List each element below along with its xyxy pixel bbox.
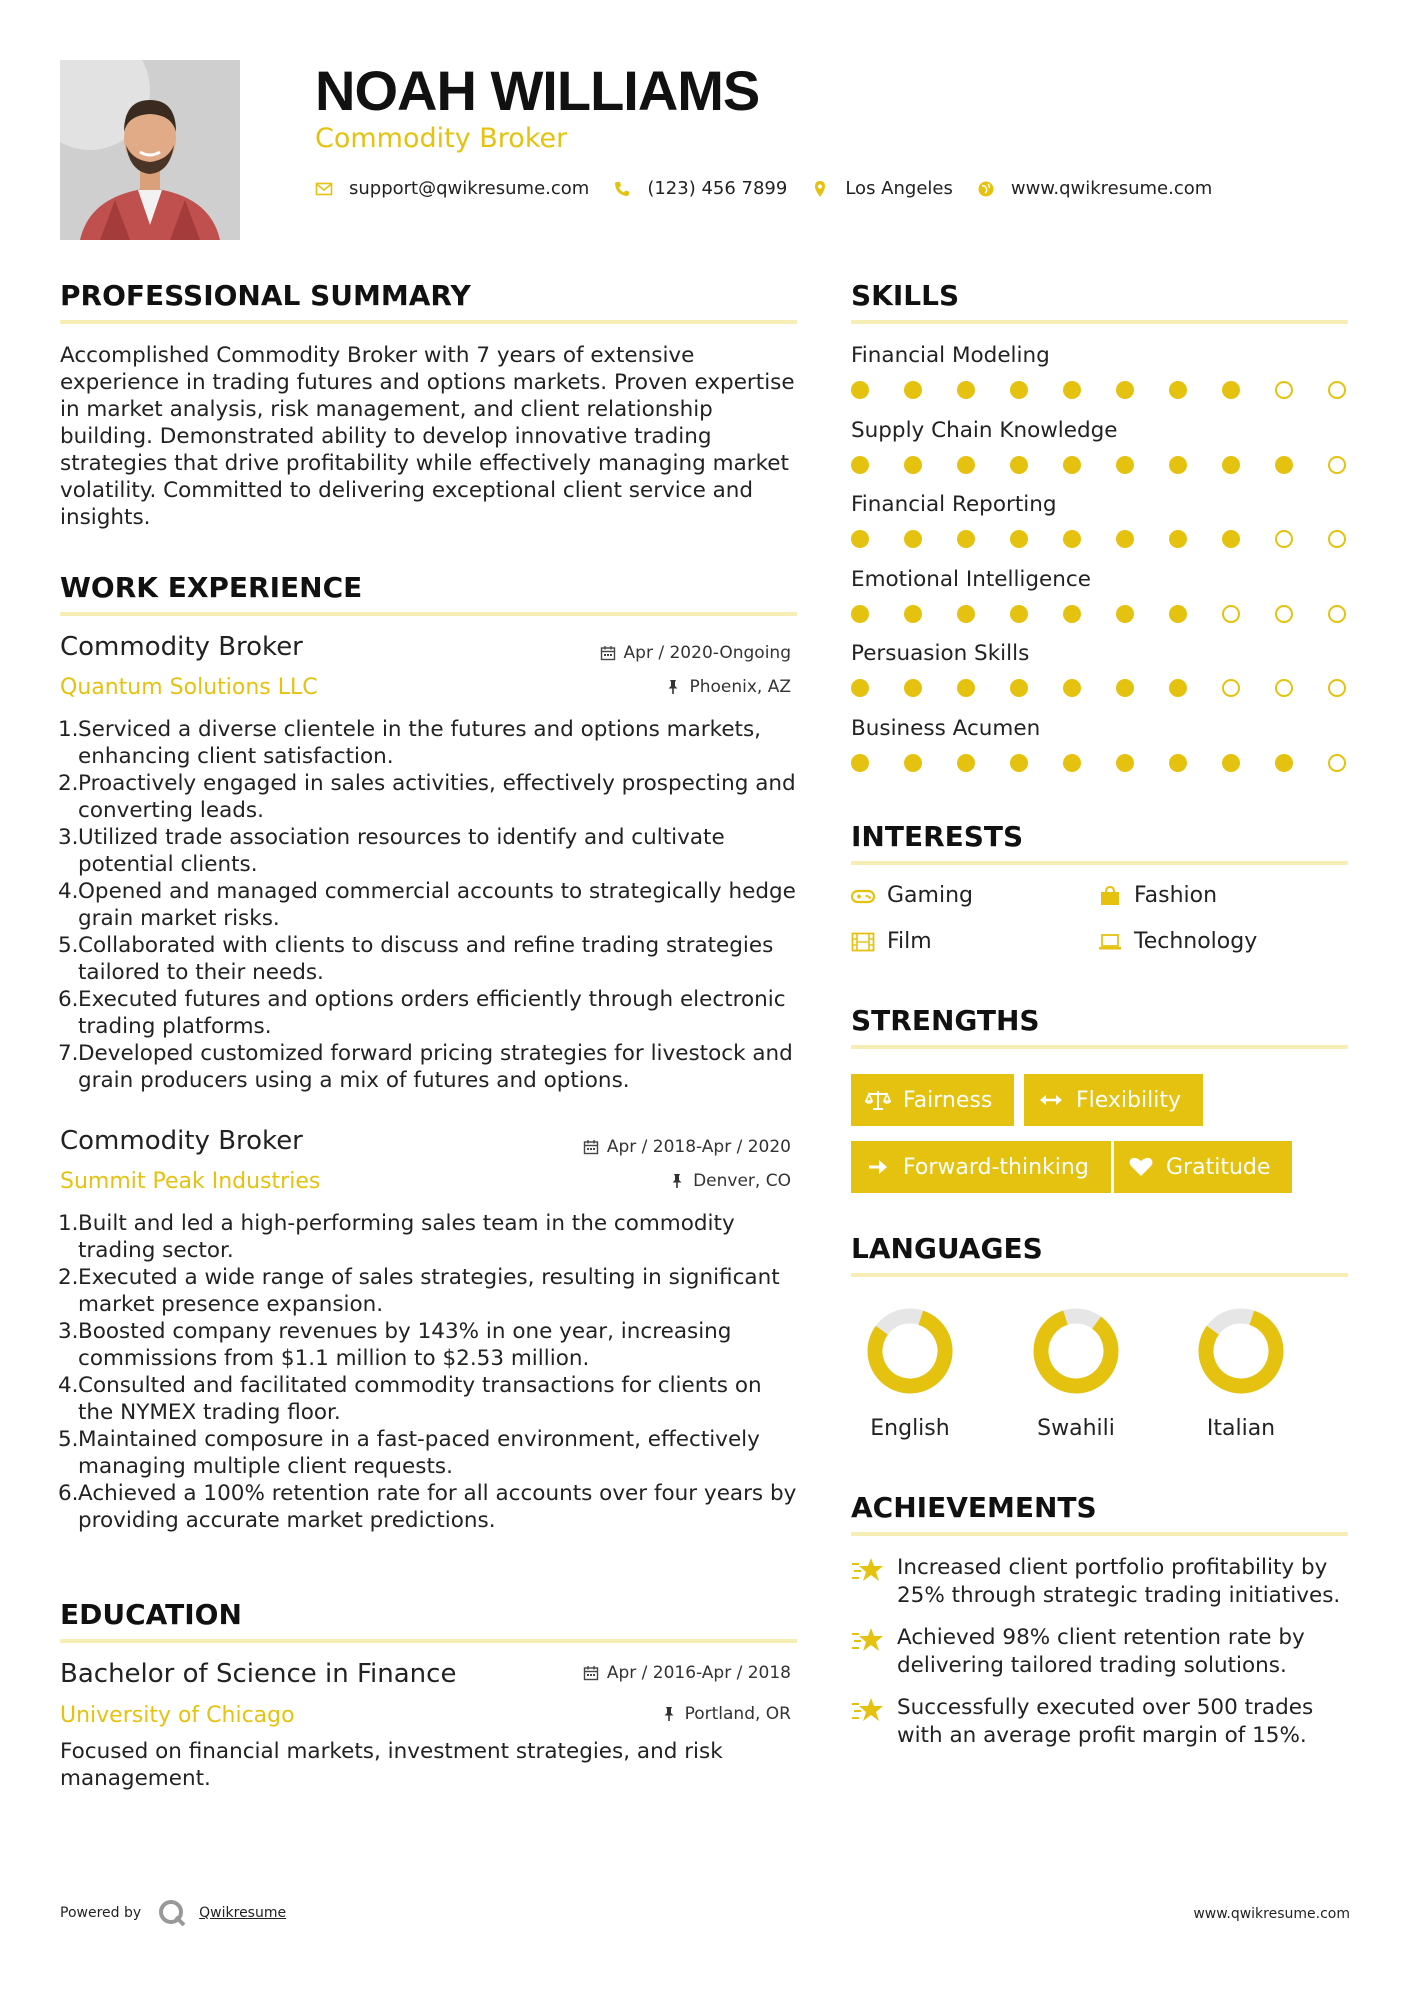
list-item: 3. Boosted company revenues by 143% in one year, increasing commissions from $1.1 million to $2.53 million. [58, 1319, 732, 1371]
achievement-text: Increased client portfolio profitability by 25% through strategic trading initiatives. [897, 1555, 1341, 1608]
pushpin-icon [661, 1706, 677, 1722]
achievement-item [851, 1624, 1361, 1680]
strengths-heading: STRENGTHS [851, 1004, 1040, 1037]
rating-dot-empty [1328, 679, 1346, 697]
skill-rating [851, 754, 1351, 774]
rating-dot-filled [1222, 530, 1240, 548]
rating-dot-filled [1063, 679, 1081, 697]
education-divider [60, 1639, 797, 1643]
skill-name: Supply Chain Knowledge [851, 417, 1118, 443]
rating-dot-filled [1222, 381, 1240, 399]
rating-dot-filled [851, 754, 869, 772]
pushpin-icon [665, 679, 681, 695]
footer-website[interactable]: www.qwikresume.com [1193, 1906, 1350, 1922]
qwikresume-logo-icon [157, 1898, 187, 1928]
strength-badge [851, 1074, 1014, 1126]
achievement-item [851, 1554, 1361, 1610]
skills-heading: SKILLS [851, 279, 960, 312]
job-location [669, 1171, 791, 1191]
rating-dot-empty [1328, 754, 1346, 772]
phone-icon [613, 180, 631, 198]
language-item [1016, 1308, 1136, 1441]
language-name: English [870, 1416, 950, 1441]
email-text: support@qwikresume.com [349, 178, 590, 199]
job-date [600, 643, 791, 663]
rating-dot-empty [1275, 381, 1293, 399]
rating-dot-filled [957, 456, 975, 474]
interest-item [851, 883, 973, 908]
skill-name: Financial Modeling [851, 343, 1050, 368]
website-text: www.qwikresume.com [1010, 178, 1213, 199]
location-text: Los Angeles [845, 178, 953, 199]
rating-dot-filled [1063, 754, 1081, 772]
gamepad-icon [851, 886, 875, 906]
interest-label: Fashion [1134, 883, 1218, 908]
rating-dot-filled [1222, 754, 1240, 772]
rating-dot-empty [1328, 605, 1346, 623]
strength-label: Fairness [903, 1087, 993, 1113]
language-name: Italian [1206, 1416, 1276, 1441]
skill-rating [851, 381, 1351, 401]
envelope-icon [315, 180, 333, 198]
rating-dot-filled [1275, 456, 1293, 474]
rating-dot-filled [1169, 754, 1187, 772]
school-name: University of Chicago [60, 1703, 295, 1728]
arrow-right-icon [865, 1156, 891, 1178]
list-item: 6. Achieved a 100% retention rate for all accounts over four years by providing accurate market predictions. [58, 1481, 797, 1533]
contact-website[interactable] [977, 178, 1212, 199]
contact-email[interactable] [315, 178, 589, 199]
star-award-icon [851, 1556, 885, 1586]
rating-dot-empty [1328, 530, 1346, 548]
balance-scale-icon [865, 1089, 891, 1111]
rating-dot-filled [904, 754, 922, 772]
rating-dot-filled [1169, 381, 1187, 399]
arrows-horizontal-icon [1038, 1089, 1064, 1111]
list-item: 2. Proactively engaged in sales activities, effectively prospecting and converting leads. [58, 771, 796, 823]
rating-dot-filled [1222, 456, 1240, 474]
candidate-role: Commodity Broker [315, 123, 568, 154]
laptop-icon [1098, 932, 1122, 952]
interest-label: Film [887, 929, 932, 954]
rating-dot-empty [1222, 679, 1240, 697]
skill-rating [851, 456, 1351, 476]
list-item: 2. Executed a wide range of sales strategies, resulting in significant market presence expansion. [58, 1265, 780, 1317]
skill-name: Financial Reporting [851, 492, 1057, 518]
skill-name: Emotional Intelligence [851, 566, 1091, 592]
job-title: Commodity Broker [60, 1126, 303, 1156]
rating-dot-filled [1169, 679, 1187, 697]
rating-dot-filled [904, 530, 922, 548]
rating-dot-empty [1328, 456, 1346, 474]
rating-dot-filled [1063, 530, 1081, 548]
star-award-icon [851, 1696, 885, 1726]
rating-dot-empty [1328, 381, 1346, 399]
globe-icon [977, 180, 995, 198]
strength-badge [1114, 1141, 1292, 1193]
rating-dot-filled [1010, 530, 1028, 548]
rating-dot-filled [957, 754, 975, 772]
contact-phone[interactable] [613, 178, 787, 199]
rating-dot-filled [1116, 679, 1134, 697]
job-location-text: Denver, CO [693, 1171, 791, 1191]
rating-dot-empty [1222, 605, 1240, 623]
rating-dot-filled [1063, 456, 1081, 474]
job-bullets [60, 1210, 800, 1534]
strength-label: Gratitude [1166, 1154, 1271, 1180]
contact-bar [315, 178, 1236, 199]
rating-dot-filled [904, 605, 922, 623]
strength-label: Flexibility [1076, 1087, 1181, 1113]
strength-label: Forward-thinking [903, 1154, 1089, 1180]
achievement-text: Successfully executed over 500 trades with an average profit margin of 15%. [897, 1695, 1314, 1748]
rating-dot-filled [851, 381, 869, 399]
heart-icon [1128, 1156, 1154, 1178]
rating-dot-filled [1116, 605, 1134, 623]
rating-dot-filled [1169, 456, 1187, 474]
languages-divider [851, 1273, 1348, 1277]
experience-divider [60, 612, 797, 616]
skill-rating [851, 530, 1351, 550]
rating-dot-filled [1010, 456, 1028, 474]
calendar-icon [600, 645, 616, 661]
strength-badge [1024, 1074, 1203, 1126]
rating-dot-filled [904, 679, 922, 697]
language-item [850, 1308, 970, 1441]
footer-powered-by [60, 1898, 286, 1928]
interest-item [851, 929, 932, 954]
education-date [583, 1663, 791, 1683]
calendar-icon [583, 1665, 599, 1681]
list-item: 1. Serviced a diverse clientele in the futures and options markets, enhancing client satisfaction. [58, 717, 762, 769]
list-item: 6. Executed futures and options orders efficiently through electronic trading platforms. [58, 987, 786, 1039]
contact-location [811, 178, 953, 199]
rating-dot-filled [851, 456, 869, 474]
summary-heading: PROFESSIONAL SUMMARY [60, 279, 471, 312]
star-award-icon [851, 1626, 885, 1656]
calendar-icon [583, 1139, 599, 1155]
rating-dot-filled [904, 456, 922, 474]
degree-title: Bachelor of Science in Finance [60, 1659, 457, 1689]
education-heading: EDUCATION [60, 1598, 242, 1631]
interests-heading: INTERESTS [851, 820, 1024, 853]
brand-link[interactable]: Qwikresume [199, 1905, 287, 1921]
rating-dot-filled [1169, 605, 1187, 623]
interest-item [1098, 883, 1217, 908]
rating-dot-empty [1275, 530, 1293, 548]
list-item: 4. Consulted and facilitated commodity transactions for clients on the NYMEX trading floor. [58, 1373, 762, 1425]
film-icon [851, 932, 875, 952]
skill-rating [851, 605, 1351, 625]
rating-dot-filled [957, 679, 975, 697]
list-item: 4. Opened and managed commercial accounts to strategically hedge grain market risks. [58, 879, 796, 931]
rating-dot-filled [957, 381, 975, 399]
list-item: 1. Built and led a high-performing sales team in the commodity trading sector. [58, 1211, 735, 1263]
strength-badge [851, 1141, 1111, 1193]
rating-dot-filled [1275, 754, 1293, 772]
job-bullets [60, 716, 800, 1094]
skill-rating [851, 679, 1351, 699]
rating-dot-empty [1275, 679, 1293, 697]
interest-label: Technology [1134, 929, 1258, 954]
experience-heading: WORK EXPERIENCE [60, 571, 363, 604]
rating-dot-filled [1116, 456, 1134, 474]
job-company: Quantum Solutions LLC [60, 675, 318, 700]
strengths-divider [851, 1045, 1348, 1049]
language-donut [1033, 1308, 1119, 1394]
list-item: 3. Utilized trade association resources to identify and cultivate potential clients. [58, 825, 725, 877]
language-donut [867, 1308, 953, 1394]
pushpin-icon [669, 1173, 685, 1189]
phone-text: (123) 456 7899 [647, 178, 788, 199]
shopping-bag-icon [1098, 886, 1122, 906]
skill-name: Business Acumen [851, 716, 1041, 741]
achievements-divider [851, 1532, 1348, 1536]
powered-by-text: Powered by [60, 1905, 142, 1921]
education-location-text: Portland, OR [684, 1704, 791, 1724]
interest-label: Gaming [887, 883, 973, 908]
summary-text: Accomplished Commodity Broker with 7 years of extensive experience in trading futures and options markets. Proven expertise in market analysis, risk management, and client relationship building. Demonstrated ability to develop innovative trading strategies that drive profitability while effectively managing market volatility. Committed to delivering exceptional client service and insights. [60, 343, 795, 530]
language-donut [1198, 1308, 1284, 1394]
job-title: Commodity Broker [60, 632, 303, 662]
skill-name: Persuasion Skills [851, 641, 1030, 667]
job-date-text: Apr / 2020-Ongoing [623, 643, 791, 663]
rating-dot-filled [957, 530, 975, 548]
interests-divider [851, 861, 1348, 865]
rating-dot-filled [904, 381, 922, 399]
rating-dot-filled [957, 605, 975, 623]
summary-divider [60, 320, 797, 324]
list-item: 5. Maintained composure in a fast-paced environment, effectively managing multiple client requests. [58, 1427, 760, 1479]
job-date-text: Apr / 2018-Apr / 2020 [606, 1137, 791, 1157]
rating-dot-filled [1116, 754, 1134, 772]
achievements-heading: ACHIEVEMENTS [851, 1491, 1097, 1524]
language-name: Swahili [1037, 1416, 1115, 1441]
rating-dot-filled [1116, 381, 1134, 399]
map-pin-icon [811, 180, 829, 198]
rating-dot-filled [1010, 754, 1028, 772]
skills-divider [851, 320, 1348, 324]
education-date-text: Apr / 2016-Apr / 2018 [606, 1663, 791, 1683]
rating-dot-filled [1116, 530, 1134, 548]
rating-dot-empty [1275, 605, 1293, 623]
achievement-item [851, 1694, 1361, 1750]
languages-heading: LANGUAGES [851, 1232, 1043, 1265]
rating-dot-filled [1063, 381, 1081, 399]
job-location [665, 677, 791, 697]
rating-dot-filled [851, 679, 869, 697]
education-location [661, 1704, 791, 1724]
rating-dot-filled [851, 605, 869, 623]
achievement-text: Achieved 98% client retention rate by delivering tailored trading solutions. [897, 1625, 1305, 1678]
list-item: 5. Collaborated with clients to discuss and refine trading strategies tailored to their needs. [58, 933, 774, 985]
education-description: Focused on financial markets, investment strategies, and risk management. [60, 1739, 723, 1791]
job-company: Summit Peak Industries [60, 1169, 321, 1194]
language-item [1181, 1308, 1301, 1441]
rating-dot-filled [1169, 530, 1187, 548]
rating-dot-filled [1010, 381, 1028, 399]
candidate-name: NOAH WILLIAMS [315, 59, 760, 122]
rating-dot-filled [1063, 605, 1081, 623]
rating-dot-filled [1010, 679, 1028, 697]
job-date [583, 1137, 791, 1157]
rating-dot-filled [1010, 605, 1028, 623]
interest-item [1098, 929, 1257, 954]
list-item: 7. Developed customized forward pricing strategies for livestock and grain producers using a mix of futures and options. [58, 1041, 793, 1093]
job-location-text: Phoenix, AZ [689, 677, 791, 697]
rating-dot-filled [851, 530, 869, 548]
profile-photo [60, 60, 240, 240]
